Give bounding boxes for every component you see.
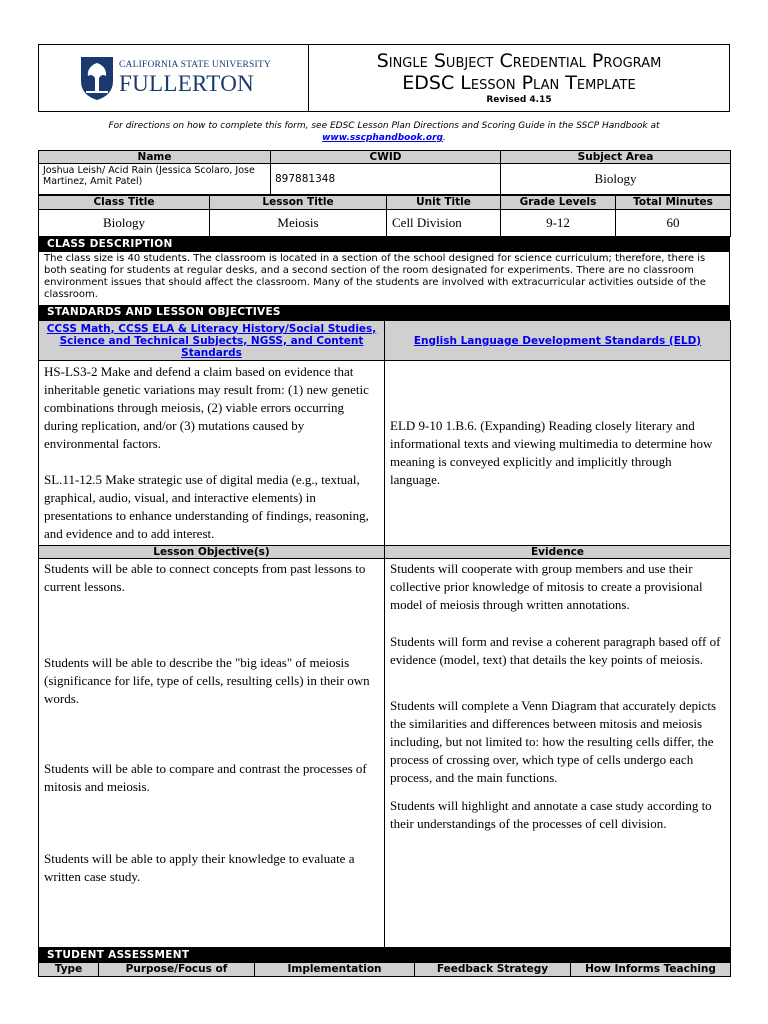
class-description-table: [38, 237, 730, 320]
content-standard-hs-ls3-2: HS-LS3-2 Make and defend a claim based on evidence that inheritable genetic variations may result from: (1) new genetic combinations through meiosis, (2) viable errors occurring during replication, and/or (3) mutations caused by environmental factors.: [44, 364, 369, 451]
evidence-item: Students will highlight and annotate a case study according to their understandings of the processes of cell division.: [390, 798, 712, 831]
directions-tail: .: [443, 133, 446, 143]
header: [38, 44, 730, 112]
name-value: Joshua Leish/ Acid Rain (Jessica Scolaro, Jose Martinez, Amit Patel): [39, 164, 271, 195]
lesson-plan-page: [38, 44, 730, 977]
logo-university: CALIFORNIA STATE UNIVERSITY: [119, 59, 271, 70]
assessment-purpose-header: Purpose/Focus of: [99, 963, 255, 977]
standards-heading: STANDARDS AND LESSON OBJECTIVES: [39, 306, 730, 320]
class-title-value: Biology: [39, 210, 210, 237]
assessment-feedback-header: Feedback Strategy: [415, 963, 571, 977]
eld-standard: ELD 9-10 1.B.6. (Expanding) Reading closely literary and informational texts and viewing multimedia to determine how meaning is conveyed explicitly and implicitly through language.: [385, 361, 731, 546]
title-block: [309, 45, 729, 111]
cwid-value: 897881348: [271, 164, 501, 195]
evidence-item: Students will cooperate with group members and use their collective prior knowledge of mitosis to create a provisional model of meiosis through written annotations.: [390, 561, 703, 612]
content-standards-cell: [39, 361, 385, 546]
grade-levels-value: 9-12: [501, 210, 616, 237]
template-title-rest: Lesson Plan Template: [460, 72, 636, 94]
name-header: Name: [39, 151, 271, 164]
logo: [39, 45, 309, 111]
evidence-header: Evidence: [385, 546, 731, 559]
objective-item: Students will be able to describe the "big ideas" of meiosis (significance for life, type of cells, resulting cells) in their own words.: [44, 655, 370, 706]
template-title: [309, 72, 729, 94]
standards-table: [38, 320, 731, 948]
assessment-type-header: Type: [39, 963, 99, 977]
content-standard-sl-11-12-5: SL.11-12.5 Make strategic use of digital media (e.g., textual, graphical, audio, visual, and interactive elements) in presentations to enhance understanding of findings, reasoning, and evidence and to add interest.: [44, 472, 369, 541]
template-title-edsc: EDSC: [402, 72, 455, 94]
class-description-text: The class size is 40 students. The classroom is located in a section of the school designed for science curriculum; therefore, there is both seating for students at regular desks, and a second section of the room designated for experiments. There are no classroom environment issues that should affect the classroom. Many of the students are involved with extracurricular activities outside of the classroom.: [39, 252, 730, 306]
eld-standards-header: [385, 321, 731, 361]
revised-label: Revised 4.15: [486, 95, 552, 105]
university-seal-icon: [79, 55, 115, 101]
subject-area-value: Biology: [501, 164, 731, 195]
course-table: [38, 195, 731, 237]
eld-standards-link[interactable]: English Language Development Standards (ELD): [413, 334, 702, 347]
cwid-header: CWID: [271, 151, 501, 164]
class-title-header: Class Title: [39, 196, 210, 210]
info-table: [38, 150, 731, 195]
assessment-implementation-header: Implementation: [255, 963, 415, 977]
directions-text: For directions on how to complete this form, see EDSC Lesson Plan Directions and Scoring Guide in the SSCP Handbook at: [108, 121, 660, 131]
objective-item: Students will be able to connect concepts from past lessons to current lessons.: [44, 561, 366, 594]
grade-levels-header: Grade Levels: [501, 196, 616, 210]
subject-area-header: Subject Area: [501, 151, 731, 164]
lesson-objectives-header: Lesson Objective(s): [39, 546, 385, 559]
logo-name: FULLERTON: [119, 71, 255, 97]
total-minutes-header: Total Minutes: [616, 196, 731, 210]
lesson-objectives-cell: [39, 559, 385, 948]
evidence-item: Students will complete a Venn Diagram that accurately depicts the similarities and differences between mitosis and meiosis including, but not limited to: how the resulting cells differ, the process of crossing over, which type of cells undergo each process, and the main functions.: [390, 698, 717, 785]
program-title: Single Subject Credential Program: [376, 50, 662, 72]
assessment-informs-header: How Informs Teaching: [571, 963, 731, 977]
total-minutes-value: 60: [616, 210, 731, 237]
unit-title-header: Unit Title: [387, 196, 501, 210]
content-standards-link[interactable]: CCSS Math, CCSS ELA & Literacy History/Social Studies, Science and Technical Subjects, NGSS, and Content Standards: [46, 322, 377, 359]
handbook-link[interactable]: www.sscphandbook.org: [322, 133, 443, 143]
evidence-item: Students will form and revise a coherent paragraph based off of evidence (model, text) that details the key points of meiosis.: [390, 634, 721, 667]
student-assessment-heading: STUDENT ASSESSMENT: [39, 949, 731, 963]
lesson-title-header: Lesson Title: [210, 196, 387, 210]
assessment-table: [38, 948, 731, 977]
lesson-title-value: Meiosis: [210, 210, 387, 237]
unit-title-value: Cell Division: [387, 210, 501, 237]
content-standards-header: [39, 321, 385, 361]
class-description-heading: CLASS DESCRIPTION: [39, 238, 730, 252]
directions: [38, 120, 730, 144]
evidence-cell: [385, 559, 731, 948]
objective-item: Students will be able to compare and contrast the processes of mitosis and meiosis.: [44, 761, 367, 794]
objective-item: Students will be able to apply their knowledge to evaluate a written case study.: [44, 851, 355, 884]
